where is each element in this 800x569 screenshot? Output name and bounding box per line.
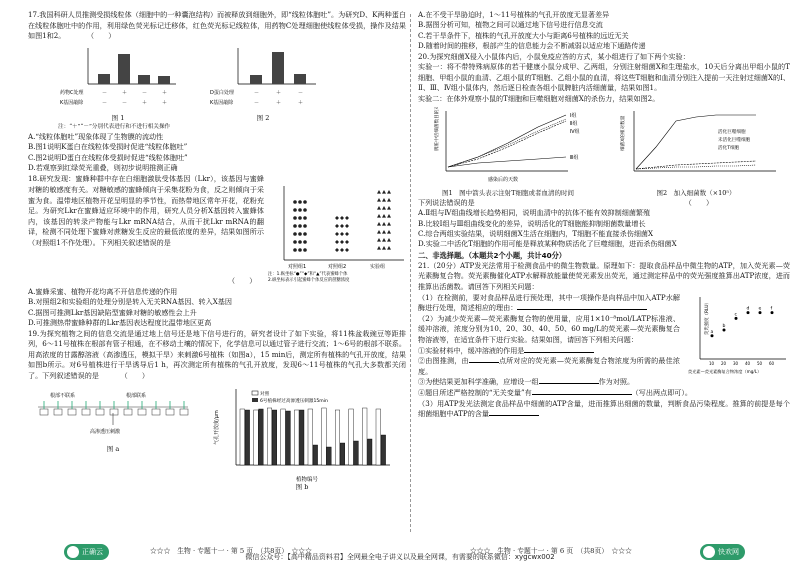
q18-bee-marker bbox=[293, 217, 297, 221]
q17-legend: 注：“＋”“－”分别代表进行和不进行相关操作 bbox=[58, 123, 171, 130]
q18-stem: 18.研究发现：蜜蜂种群中存在白细胞激肽受体基因（Lkr），该基因与蜜蜂对糖的敏感度有关。对糖敏感的蜜蜂倾向于采集花粉为食，反之则倾向于采蜜为食。温带地区植物开花呈明显的季节性，而热带地区常年开花，花粉充足。为研究Lkr在蜜蜂适应环境中的作用，研究人员分析X基因转入蜜蜂体内，该基因的转录产物能与Lkr mRNA结合，从而干扰Lkr mRNA的翻译，检测不同处理下蜜蜂对蔗糖发生反应的最低浓度的差异，结果如图所示（对照组1不作处理）。下列相关叙述错误的是 bbox=[28, 174, 264, 247]
q18-caption-1: 注：1.纵坐标“●”“◆”和“▲”代表蜜蜂个体 bbox=[268, 272, 348, 278]
q18-bee-marker bbox=[345, 224, 349, 228]
q18-bee-marker bbox=[387, 206, 391, 210]
q18-bee-marker bbox=[387, 230, 391, 234]
stomata-bar bbox=[267, 408, 272, 465]
plant-pot bbox=[138, 409, 146, 415]
q17-option-b[interactable]: B.图1说明K蛋白在线粒体受损时促进“线粒体胞吐” bbox=[28, 142, 188, 152]
q21-p2a: ①实验材料中，缓冲溶液的作用是 bbox=[418, 346, 680, 357]
svg-text:－: － bbox=[102, 89, 108, 96]
q21-x-tick: 20 bbox=[721, 360, 727, 366]
q20-exp2: 实验二：在体外观察小鼠的T细胞和巨噬细胞对细菌X的杀伤力，结果如图2。 bbox=[418, 94, 660, 103]
q18-bee-marker bbox=[303, 217, 307, 221]
fig1-caption: 图 1 bbox=[111, 113, 125, 122]
svg-text:药物C处理: 药物C处理 bbox=[60, 89, 84, 96]
q18-block bbox=[28, 174, 406, 286]
svg-text:Ⅰ组: Ⅰ组 bbox=[570, 112, 577, 119]
q18-option-b[interactable]: B.对照组2和实验组的处理分别是转入无关RNA基因、转入X基因 bbox=[28, 297, 232, 307]
q21-point-label: e bbox=[758, 306, 762, 312]
q21-p2c: ③为使结果更加科学准确，应增设一组 作为对照。 bbox=[418, 377, 635, 387]
q20-fig2-caption: 图2 加入细菌数（×10⁵） bbox=[656, 188, 736, 197]
stomata-bar bbox=[381, 435, 386, 465]
svg-text:＋: ＋ bbox=[276, 99, 282, 106]
svg-text:细菌X的相对数量: 细菌X的相对数量 bbox=[621, 115, 626, 151]
q21-p2b: ②由图推测，由 点所对应的荧光素—荧光素酶复合物浓度为所需的最佳浓度。 bbox=[418, 356, 680, 376]
svg-text:Ⅲ组: Ⅲ组 bbox=[570, 154, 579, 161]
q18-bee-marker bbox=[377, 214, 381, 218]
q18-bee-marker bbox=[345, 216, 349, 220]
stomata-bar bbox=[281, 409, 286, 465]
stomata-bar bbox=[313, 445, 318, 465]
q18-group-2: 对照组2 bbox=[328, 264, 347, 271]
q18-bee-marker bbox=[293, 201, 297, 205]
q18-bee-marker bbox=[377, 230, 381, 234]
q18-bee-marker bbox=[335, 216, 339, 220]
stomata-bar bbox=[286, 411, 291, 465]
q18-bee-marker bbox=[303, 233, 307, 237]
svg-text:＋: ＋ bbox=[122, 89, 128, 96]
q19-options bbox=[418, 10, 790, 52]
logo-left: 正确云 bbox=[64, 544, 109, 560]
q21-block bbox=[418, 293, 790, 388]
logo-left-icon bbox=[67, 546, 79, 558]
q21-point-label: a bbox=[710, 329, 714, 335]
q20-option-d[interactable]: D.实验二中活化T细胞的作用可能是释放某种物质活化了巨噬细胞，进而杀伤细菌X bbox=[418, 239, 677, 249]
q21-p3: （3）用ATP发光法测定食品样品中细菌的ATP含量，进而推算出细菌的数量，判断食品污染程度。推算的前提是每个细菌细胞中ATP的含量 bbox=[418, 398, 790, 419]
q19-figa bbox=[28, 385, 198, 454]
q17-option-c[interactable]: C.图2说明D蛋白在线粒体受损时促进“线粒体胞吐” bbox=[28, 152, 188, 162]
q17-option-d[interactable]: D.若观察到红绿荧光重叠，则初步说明推测正确 bbox=[28, 163, 178, 172]
q18-bee-marker bbox=[387, 246, 391, 250]
q18-bee-marker bbox=[303, 241, 307, 245]
svg-text:Ⅱ组: Ⅱ组 bbox=[570, 120, 578, 127]
stomata-bar bbox=[254, 410, 259, 465]
q17-options bbox=[28, 132, 406, 174]
q18-bee-marker bbox=[387, 190, 391, 194]
q21-p2d: ④题目所述严格控制的“无关变量”有 （写出两点即可）。 bbox=[418, 387, 692, 397]
q18-bee-marker bbox=[340, 224, 344, 228]
stomata-bar bbox=[259, 409, 264, 465]
q18-bee-marker bbox=[298, 201, 302, 205]
q20-option-c[interactable]: C.综合两组实验结果，说明细菌X生活在细胞内，T细胞不能直接杀伤细菌X bbox=[418, 229, 654, 238]
page-divider bbox=[410, 14, 411, 532]
stomata-bar bbox=[362, 408, 367, 465]
svg-text:－: － bbox=[142, 89, 148, 96]
q21-point-label: b bbox=[722, 323, 726, 329]
q18-bee-marker bbox=[335, 248, 339, 252]
svg-text:－: － bbox=[254, 89, 260, 96]
svg-text:活化T细胞: 活化T细胞 bbox=[718, 145, 740, 151]
q19-option-b[interactable]: B.据图分析可知，植物之间可以通过地下信号进行信息交流 bbox=[418, 20, 603, 30]
q20-fig1 bbox=[418, 107, 598, 198]
q18-bee-marker bbox=[382, 238, 386, 242]
q20-fig1-caption: 图1 图中箭头表示注射T细胞或者血清的时间 bbox=[442, 188, 574, 197]
svg-text:6号植株经过高渗透压刺激15min: 6号植株经过高渗透压刺激15min bbox=[260, 398, 328, 404]
stomata-bar bbox=[376, 409, 381, 465]
svg-text:＋: ＋ bbox=[276, 89, 282, 96]
left-page-footer: ☆☆☆ 生物 · 专题十一 · 第 5 页 （共8页） ☆☆☆ bbox=[150, 547, 312, 555]
q18-bee-marker bbox=[345, 232, 349, 236]
stomata-bar bbox=[245, 410, 250, 465]
q19-option-c[interactable]: C.若干旱条件下，植株的气孔开放度大小与距离6号植株的远近无关 bbox=[418, 30, 629, 40]
q18-bee-marker bbox=[303, 225, 307, 229]
q18-bee-marker bbox=[382, 222, 386, 226]
q21-x-tick: 30 bbox=[733, 360, 739, 366]
svg-text:荧光素—荧光素酶复合物浓度（mg/L）: 荧光素—荧光素酶复合物浓度（mg/L） bbox=[688, 368, 762, 374]
q17-stem: 17.我国科研人员推测受损线粒体（细胞中的一种囊泡结构）而被释放到细胞外，即“线粒体胞吐”。为研究D、K两种蛋白在线粒体胞吐中的作用，利用绿色荧光标记迁移体，红色荧光标记线粒体，用药物C处理细胞使线粒体受损，操作及结果如图1和2。 （ ） bbox=[28, 10, 406, 41]
q21-graph bbox=[682, 293, 790, 381]
q20-figures bbox=[418, 107, 790, 198]
q21-p2: （2）为减少荧光素—荧光素酶复合物的使用量，应用1×10⁻⁸mol/LATP标准液、缓冲溶液，浓度分别为10、20、30、40、50、60 mg/L的荧光素—荧光素酶复合物溶液等，在适宜条件下进行实验。结果如图，请回答下列相关问题： bbox=[418, 313, 680, 344]
plant-pot bbox=[68, 409, 76, 415]
svg-text:脾脏中活细菌数目的对数: 脾脏中活细菌数目的对数 bbox=[435, 106, 440, 151]
q18-bee-marker bbox=[377, 246, 381, 250]
svg-text:K基因敲除: K基因敲除 bbox=[60, 99, 84, 106]
svg-text:根部不联系: 根部不联系 bbox=[50, 392, 76, 399]
q18-option-c[interactable]: C.据图可推测Lkr基因缺陷型蜜蜂对糖的敏感性会上升 bbox=[28, 307, 197, 317]
q18-bee-marker bbox=[345, 240, 349, 244]
q18-bee-marker bbox=[335, 240, 339, 244]
q19-stem: 19.为探究植物之间的信息交流是通过地上信号还是地下信号进行的，研究者设计了如下实验，将11株盆栽豌豆等距排列，6～11号植株在根部有管子相通，在不移动土壤的情况下，化学信息可以通过管子进行交流；1～6号的根部不联系。用高浓度的甘露醇溶液（高渗透压，模拟干旱）来刺激6号植株（如图a），15 min后，测定所有植株的气孔开放度，结果如图b所示。对6号植株进行干旱诱导后1 h，再次测定所有植株的气孔开放度，发现6～11号植株的气孔大多数都关闭了。下列叙述错误的是 （ ） bbox=[28, 328, 406, 380]
stomata-bar bbox=[272, 410, 277, 465]
q18-bee-marker bbox=[377, 206, 381, 210]
q18-bee-marker bbox=[377, 222, 381, 226]
q21-x-tick: 40 bbox=[745, 360, 751, 366]
stomata-bar bbox=[308, 409, 313, 465]
stomata-bar bbox=[354, 441, 359, 465]
svg-text:＋: ＋ bbox=[142, 99, 148, 106]
stomata-bar bbox=[335, 410, 340, 465]
q21-point-label: f bbox=[770, 306, 773, 312]
q20-option-a[interactable]: A.Ⅱ组与Ⅳ组曲线增长趋势相同，说明血清中的抗体不能有效抑制细菌繁殖 bbox=[418, 208, 651, 218]
stomata-bar bbox=[327, 447, 332, 465]
q18-bee-marker bbox=[335, 224, 339, 228]
svg-text:未活化巨噬细胞: 未活化巨噬细胞 bbox=[718, 137, 751, 143]
q21-x-tick: 60 bbox=[769, 360, 775, 366]
svg-text:＋: ＋ bbox=[162, 99, 168, 106]
q19-option-a[interactable]: A.在不受干旱胁迫时，1～11号植株的气孔开放度无显著差异 bbox=[418, 10, 610, 19]
q18-bee-marker bbox=[377, 238, 381, 242]
q18-bee-marker bbox=[298, 241, 302, 245]
plant-pot bbox=[40, 409, 48, 415]
q21-point-label: d bbox=[746, 306, 750, 312]
plant-pot bbox=[166, 409, 174, 415]
q18-bee-marker bbox=[387, 214, 391, 218]
q18-bee-marker bbox=[303, 249, 307, 253]
svg-text:荧光强度（RLU）: 荧光强度（RLU） bbox=[705, 299, 710, 335]
right-page-footer: ☆☆☆ 生物 · 专题十一 · 第 6 页 （共8页） ☆☆☆ bbox=[470, 547, 632, 555]
svg-text:气孔开放度/μm: 气孔开放度/μm bbox=[214, 409, 220, 445]
q19-option-d[interactable]: D.随着时间的推移，根部产生的信息能力会不断减弱以适应地下通路传递 bbox=[418, 41, 646, 51]
q18-bee-marker bbox=[298, 249, 302, 253]
svg-text:高渗透压刺激: 高渗透压刺激 bbox=[90, 428, 121, 435]
plant-pot bbox=[82, 409, 90, 415]
stomata-bar bbox=[367, 439, 372, 465]
q19-figb bbox=[212, 385, 392, 492]
q18-bee-marker bbox=[303, 201, 307, 205]
stomata-bar bbox=[294, 410, 299, 465]
q18-options bbox=[28, 287, 406, 329]
q18-bee-marker bbox=[293, 225, 297, 229]
stomata-bar bbox=[240, 409, 245, 465]
q21-point-label: c bbox=[734, 311, 738, 317]
q18-bee-marker bbox=[298, 209, 302, 213]
q18-bee-marker bbox=[303, 209, 307, 213]
q18-bee-marker bbox=[382, 206, 386, 210]
q17-fig2 bbox=[208, 44, 318, 123]
svg-text:D蛋白处理: D蛋白处理 bbox=[210, 89, 234, 96]
svg-text:－: － bbox=[298, 89, 304, 96]
q18-option-d[interactable]: D.可推测热带蜜蜂种群的Lkr基因表达程度比温带地区更高 bbox=[28, 318, 212, 328]
stomata-bar bbox=[349, 409, 354, 465]
right-page bbox=[418, 10, 790, 538]
q18-group-3: 实验组 bbox=[370, 264, 386, 271]
q17-option-a[interactable]: A.“线粒体胞吐”现象体现了生物膜的流动性 bbox=[28, 131, 164, 141]
q17-fig1 bbox=[58, 44, 178, 123]
q18-bee-marker bbox=[387, 198, 391, 202]
svg-text:活化巨噬细胞: 活化巨噬细胞 bbox=[718, 129, 746, 135]
svg-text:－: － bbox=[122, 99, 128, 106]
wechat-watermark: 微信公众号：【高中精品资料君】全网最全电子讲义以及最全网课，有需要的联系微信：xygcwx002 bbox=[245, 553, 555, 561]
q18-bee-marker bbox=[382, 230, 386, 234]
q18-bracket: （ ） bbox=[228, 276, 257, 286]
q18-bee-marker bbox=[293, 209, 297, 213]
q18-bee-marker bbox=[293, 241, 297, 245]
logo-right-icon bbox=[703, 546, 715, 558]
q18-bee-marker bbox=[298, 217, 302, 221]
svg-text:－: － bbox=[254, 99, 260, 106]
q18-bee-marker bbox=[293, 249, 297, 253]
svg-text:Ⅳ组: Ⅳ组 bbox=[570, 128, 580, 135]
q18-bee-marker bbox=[340, 216, 344, 220]
plant-pot bbox=[96, 409, 104, 415]
plant-pot bbox=[54, 409, 62, 415]
q18-bee-marker bbox=[293, 233, 297, 237]
stomata-bar bbox=[299, 410, 304, 465]
q18-bee-marker bbox=[387, 222, 391, 226]
q20-options bbox=[418, 208, 790, 250]
q18-bee-marker bbox=[377, 198, 381, 202]
q21-x-tick: 50 bbox=[757, 360, 763, 366]
plant-pot bbox=[124, 409, 132, 415]
svg-text:－: － bbox=[102, 99, 108, 106]
q19-figures bbox=[28, 385, 406, 492]
q17-figures bbox=[58, 44, 406, 123]
q18-bee-marker bbox=[298, 233, 302, 237]
q18-bee-marker bbox=[382, 198, 386, 202]
q18-bee-marker bbox=[382, 214, 386, 218]
plant-pot bbox=[152, 409, 160, 415]
q18-bee-marker bbox=[387, 238, 391, 242]
left-page bbox=[28, 10, 406, 538]
logo-right: 快欢网 bbox=[700, 544, 745, 560]
q21-p1: （1）在检测前，要对食品样品进行预处理，其中一项操作是向样品中加入ATP水解酶进行处理，简述相应的理由： bbox=[418, 292, 680, 313]
svg-text:＋: ＋ bbox=[298, 99, 304, 106]
q18-bee-marker bbox=[345, 248, 349, 252]
stomata-bar bbox=[340, 443, 345, 465]
svg-text:K基因敲除: K基因敲除 bbox=[210, 99, 234, 106]
stomata-bar bbox=[322, 408, 327, 465]
q20-option-b[interactable]: B.比较Ⅰ组与Ⅲ组曲线变化的差异，说明活化的T细胞能抑制细菌数量增长 bbox=[418, 218, 646, 228]
svg-text:＋: ＋ bbox=[162, 89, 168, 96]
q18-caption-2: 2.纵坐标表示引起蜜蜂个体反应的蔗糖浓度 bbox=[268, 278, 350, 283]
q18-bee-marker bbox=[382, 246, 386, 250]
q18-bee-marker bbox=[382, 190, 386, 194]
svg-text:感染后的天数: 感染后的天数 bbox=[488, 176, 519, 183]
q18-bee-marker bbox=[377, 190, 381, 194]
q20-stem: 20.为探究细菌X侵入小鼠体内后，小鼠免疫应答的方式，某小组进行了如下两个实验： bbox=[418, 51, 690, 61]
fig2-caption: 图 2 bbox=[256, 113, 270, 122]
svg-text:根部联系: 根部联系 bbox=[126, 392, 147, 399]
section-2-heading: 二、非选择题。（本题共2个小题，共计40分） bbox=[418, 250, 566, 260]
figa-caption: 图 a bbox=[106, 444, 120, 453]
q18-bee-marker bbox=[340, 240, 344, 244]
q18-chart bbox=[266, 182, 406, 286]
q20-fig2 bbox=[606, 107, 786, 198]
q20-exp1: 实验一：将不带特殊病原体的若干健康小鼠分成甲、乙两组，分别注射细菌X和生理盐水，10天后分离出甲组小鼠的T细胞、甲组小鼠的血清、乙组小鼠的T细胞、乙组小鼠的血清，将这些T细胞和血清分别注入提前一天注射过细菌X的Ⅰ、Ⅱ、Ⅲ、Ⅳ组小鼠体内，然后逐日检查各组小鼠脾脏内活细菌量，结果如图1。 bbox=[418, 62, 790, 93]
plant-pot bbox=[180, 409, 188, 415]
q20-question: 下列说法错误的是 （ ） bbox=[418, 197, 714, 207]
q21-stem: 21.（20分）ATP发光法常用于检测食品中的微生物数量。原理如下：提取食品样品中微生物的ATP，加入荧光素—荧光素酶复合物。荧光素酶催化ATP水解释放能量使荧光素发出荧光，通过测定样品中的荧光强度推算出ATP浓度，进而推算出活菌数。请回答下列相关问题： bbox=[418, 260, 790, 291]
q21-x-tick: 10 bbox=[709, 360, 715, 366]
q18-bee-marker bbox=[340, 248, 344, 252]
svg-text:植物编号: 植物编号 bbox=[296, 476, 319, 483]
svg-text:对照: 对照 bbox=[260, 391, 270, 397]
plant-pot bbox=[110, 409, 118, 415]
q18-group-1: 对照组1 bbox=[288, 264, 307, 271]
q18-bee-marker bbox=[335, 232, 339, 236]
q18-bee-marker bbox=[340, 232, 344, 236]
q18-option-a[interactable]: A.蜜蜂采蜜、植物开花均离不开信息传递的作用 bbox=[28, 287, 178, 296]
q18-bee-marker bbox=[298, 225, 302, 229]
figb-caption: 图 b bbox=[295, 482, 309, 491]
